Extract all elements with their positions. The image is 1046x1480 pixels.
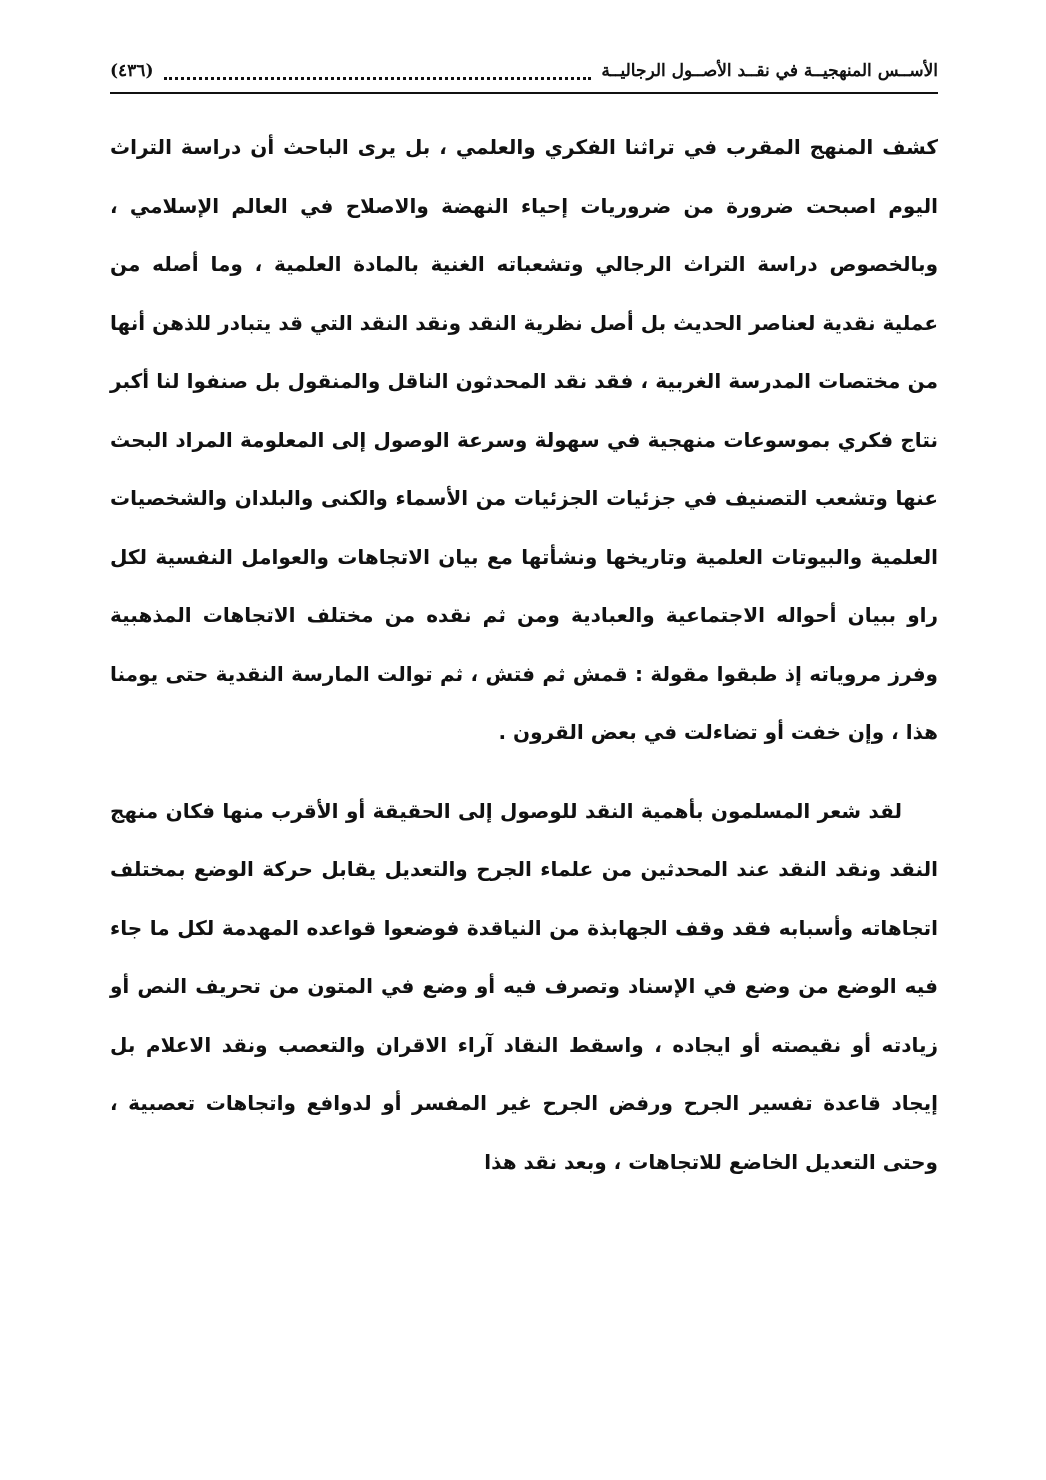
running-header — [110, 54, 938, 88]
paragraph-1: كشف المنهج المقرب في تراثنا الفكري والعلمي ، بل يرى الباحث أن دراسة التراث اليوم اصبحت ضرورة من ضروريات إحياء النهضة والاصلاح في العالم الإسلامي ، وبالخصوص دراسة التراث الرجالي وتشعباته الغنية بالمادة العلمية ، وما أصله من عملية نقدية لعناصر الحديث بل أصل نظرية النقد ونقد النقد التي قد يتبادر للذهن أنها من مختصات المدرسة الغربية ، فقد نقد المحدثون الناقل والمنقول بل صنفوا لنا أكبر نتاج فكري بموسوعات منهجية في سهولة وسرعة الوصول إلى المعلومة المراد البحث عنها وتشعب التصنيف في جزئيات الجزئيات من الأسماء والكنى والبلدان والشخصيات العلمية والبيوتات العلمية وتاريخها ونشأتها مع بيان الاتجاهات والعوامل النفسية لكل راو ببيان أحواله الاجتماعية والعبادية ومن ثم نقده من مختلف الاتجاهات المذهبية وفرز مروياته إذ طبقوا مقولة : قمش ثم فتش ، ثم توالت المارسة النقدية حتى يومنا هذا ، وإن خفت أو تضاءلت في بعض القرون . — [110, 135, 938, 744]
paragraph-2: لقد شعر المسلمون بأهمية النقد للوصول إلى الحقيقة أو الأقرب منها فكان منهج النقد ونقد النقد عند المحدثين من علماء الجرح والتعديل يقابل حركة الوضع بمختلف اتجاهاته وأسبابه فقد وقف الجهابذة من النياقدة فوضعوا قواعده المهدمة لكل ما جاء فيه الوضع من وضع في الإسناد وتصرف فيه أو وضع في المتون من تحريف النص أو زيادته أو نقيصته أو ايجاده ، واسقط النقاد آراء الاقران والتعصب ونقد الاعلام بل إيجاد قاعدة تفسير الجرح ورفض الجرح غير المفسر أو لدوافع واتجاهات تعصبية ، وحتى التعديل الخاضع للاتجاهات ، وبعد نقد هذا — [110, 798, 938, 1174]
header-rule — [110, 92, 938, 94]
header-title: الأســس المنهجيــة في نقــد الأصــول الرجاليــة — [601, 61, 938, 81]
page-number: (٤٣٦) — [110, 61, 154, 81]
body-text — [110, 118, 938, 1191]
header-leader-dots — [164, 67, 592, 80]
